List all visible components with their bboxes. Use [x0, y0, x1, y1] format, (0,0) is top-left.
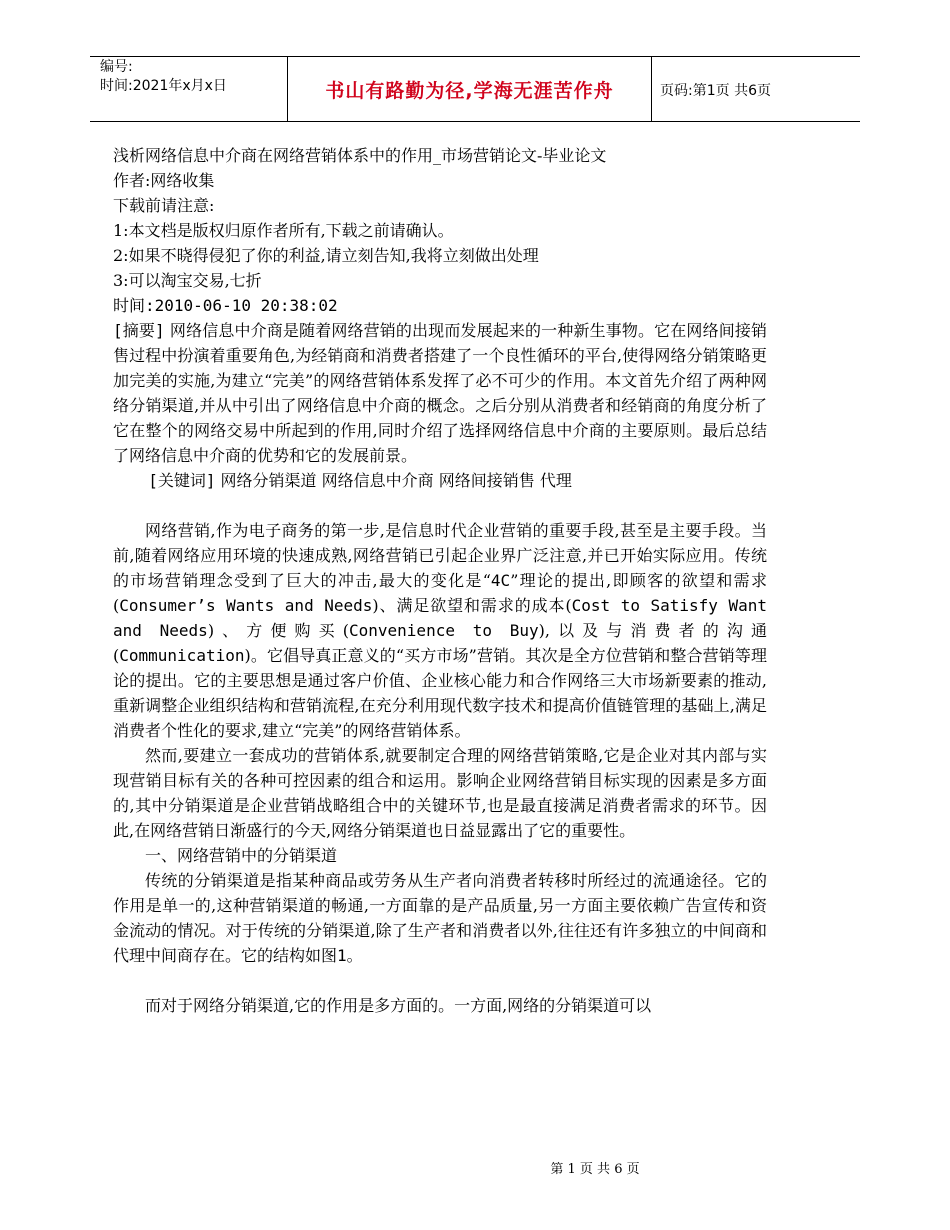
header-page-label: 页码:第1页 共6页 [660, 83, 771, 99]
paragraph-1 [113, 518, 767, 743]
para-1-4c: 4C [490, 571, 511, 590]
abstract [113, 318, 767, 468]
time-label: 时间:2021年x月x日 [100, 78, 227, 94]
header-left [100, 58, 227, 96]
keywords-label: [关键词] [148, 471, 216, 490]
blank-line [113, 493, 767, 518]
keywords [113, 468, 767, 493]
notice-3: 3:可以淘宝交易,七折 [113, 271, 262, 290]
para-1-part-f: )。它倡导真正意义的“买方市场”营销。其次是全方位营销和整合营销等理论的提出。它的主要思想是通过客户价值、企业核心能力和合作网络三大市场新要素的推动,重新调整企业组织结构和营销流程,在充分利用现代数字技术和提高价值链管理的基础上,满足消费者个性化的要求,建立“完美”的网络营销体系。 [113, 646, 767, 740]
para-1-part-c: )、满足欲望和需求的成本( [372, 596, 572, 615]
abstract-text: 网络信息中介商是随着网络营销的出现而发展起来的一种新生事物。它在网络间接销售过程中扮演着重要角色,为经销商和消费者搭建了一个良性循环的平台,使得网络分销策略更加完美的实施,为建立“完美”的网络营销体系发挥了必不可少的作用。本文首先介绍了两种网络分销渠道,并从中引出了网络信息中介商的概念。之后分别从消费者和经销商的角度分析了它在整个的网络交易中所起到的作用,同时介绍了选择网络信息中介商的主要原则。最后总结了网络信息中介商的优势和它的发展前景。 [113, 321, 767, 465]
abstract-label: [摘要] [113, 321, 165, 340]
para-1-part-d: )、方便购买( [207, 621, 349, 640]
para-1-english-1: Consumer’s Wants and Needs [119, 596, 373, 615]
para-1-english-4: Communication [119, 646, 245, 665]
para-1-part-a: 网络营销,作为电子商务的第一步,是信息时代企业营销的重要手段,甚至是主要手段。当前,随着网络应用环境的快速成熟,网络营销已引起企业界广泛注意,并已开始实际应用。传统的市场营销理念受到了巨大的冲击,最大的变化是“ [113, 521, 767, 590]
blank-line [113, 968, 767, 993]
number-label: 编号: [100, 59, 133, 75]
keywords-text: 网络分销渠道 网络信息中介商 网络间接销售 代理 [215, 471, 572, 490]
para-1-part-b: ”理论的提出,即顾客的欲望和需求( [113, 571, 767, 615]
para-3-part-a: 传统的分销渠道是指某种商品或劳务从生产者向消费者转移时所经过的流通途径。它的作用是单一的,这种营销渠道的畅通,一方面靠的是产品质量,另一方面主要依赖广告宣传和资金流动的情况。对于传统的分销渠道,除了生产者和消费者以外,往往还有许多独立的中间商和代理中间商存在。它的结构如图 [113, 871, 767, 965]
paragraph-3 [113, 868, 767, 968]
notice-1: 1:本文档是版权归原作者所有,下载之前请确认。 [113, 221, 454, 240]
header-motto: 书山有路勤为径,学海无涯苦作舟 [287, 57, 652, 121]
paragraph-2: 然而,要建立一套成功的营销体系,就要制定合理的网络营销策略,它是企业对其内部与实现营销目标有关的各种可控因素的组合和运用。影响企业网络营销目标实现的因素是多方面的,其中分销渠道是企业营销战略组合中的关键环节,也是最直接满足消费者需求的环节。因此,在网络营销日渐盛行的今天,网络分销渠道也日益显露出了它的重要性。 [113, 746, 767, 840]
para-1-part-e: ),以及与消费者的沟通( [113, 621, 767, 665]
para-1-english-3: Convenience to Buy [349, 621, 539, 640]
page-footer: 第 1 页 共 6 页 [550, 1162, 640, 1177]
document-body [113, 143, 767, 1018]
notice-title: 下载前请注意: [113, 196, 215, 215]
para-3-part-b: 。 [346, 946, 363, 965]
notice-2: 2:如果不晓得侵犯了你的利益,请立刻告知,我将立刻做出处理 [113, 246, 539, 265]
doc-author: 作者:网络收集 [113, 171, 215, 190]
para-1-english-2: Cost to Satisfy Want and Needs [113, 596, 768, 640]
figure-ref: 1 [337, 946, 347, 965]
doc-time: 时间:2010-06-10 20:38:02 [113, 296, 338, 315]
header-bottom-rule [90, 121, 860, 122]
paragraph-4: 而对于网络分销渠道,它的作用是多方面的。一方面,网络的分销渠道可以 [145, 996, 652, 1015]
section-heading-1: 一、网络营销中的分销渠道 [145, 846, 338, 865]
doc-title: 浅析网络信息中介商在网络营销体系中的作用_市场营销论文-毕业论文 [113, 146, 607, 165]
